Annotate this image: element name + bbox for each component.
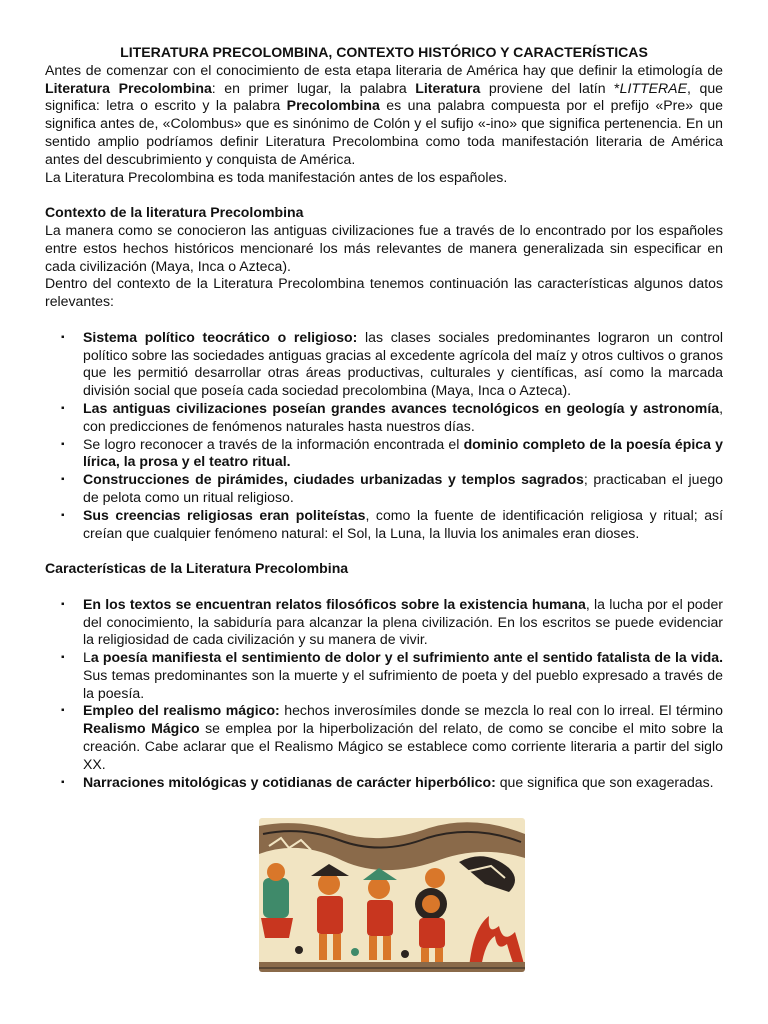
item-text: ; practicaban el juego de pelota como un ritual religioso. — [83, 471, 724, 505]
context-list — [45, 329, 723, 543]
intro-paragraph — [45, 62, 723, 169]
list-item — [45, 329, 723, 400]
item-text: se emplea por la hiperbolización del relato, de como se concibe el mito sobre la creación. Cabe aclarar que el Realismo Mágico se establece como corriente literaria a partir del siglo XX. — [83, 720, 723, 772]
item-bold: En los textos se encuentran relatos filosóficos sobre la existencia humana — [83, 595, 586, 612]
intro-summary: La Literatura Precolombina es toda manifestación antes de los españoles. — [45, 168, 508, 185]
intro-bold-term: Literatura — [415, 79, 481, 96]
item-bold: Sus creencias religiosas eran politeístas — [83, 506, 366, 523]
spacer — [45, 311, 723, 329]
list-item — [45, 436, 723, 472]
item-text: Se logro reconocer a través de la información encontrada el — [83, 435, 464, 452]
spacer — [45, 542, 723, 560]
bullet-icon: ▪ — [61, 402, 65, 414]
list-item — [45, 471, 723, 507]
intro-italic-term: LITTERAE — [619, 79, 687, 96]
spacer — [45, 578, 723, 596]
item-text: que significa que son exageradas. — [495, 773, 714, 790]
bullet-icon: ▪ — [61, 705, 65, 717]
mural-illustration — [259, 818, 525, 972]
bullet-icon: ▪ — [61, 598, 65, 610]
bullet-icon: ▪ — [61, 776, 65, 788]
intro-text: proviene del latín * — [480, 79, 620, 96]
intro-text: Antes de comenzar con el conocimiento de esta etapa literaria de América hay que definir la etimología de — [45, 61, 723, 78]
list-item — [45, 774, 723, 792]
context-paragraph: La manera como se conocieron las antiguas civilizaciones fue a través de lo encontrado por los españoles entre estos hechos históricos mencionaré los más relevantes de manera generalizada sin especificar en cada civilización (Maya, Inca o Azteca). — [45, 221, 723, 274]
bullet-icon: ▪ — [61, 652, 65, 664]
document-title: LITERATURA PRECOLOMBINA, CONTEXTO HISTÓRICO Y CARACTERÍSTICAS — [120, 44, 648, 60]
intro-bold-term: Literatura Precolombina — [45, 79, 212, 96]
item-bold: Sistema político teocrático o religioso: — [83, 328, 358, 345]
item-text: L — [83, 649, 91, 666]
item-bold: Realismo Mágico — [83, 720, 200, 737]
item-text: , con predicciones de fenómenos naturales hasta nuestros días. — [83, 399, 723, 434]
list-item — [45, 649, 723, 702]
bullet-icon: ▪ — [61, 331, 65, 343]
bullet-icon: ▪ — [61, 509, 65, 521]
context-heading: Contexto de la literatura Precolombina — [45, 204, 304, 221]
spacer — [45, 186, 723, 204]
item-bold: a poesía manifiesta el sentimiento de dolor y el sufrimiento ante el sentido fatalista de la vida. — [90, 649, 723, 666]
features-list — [45, 596, 723, 792]
intro-bold-term: Precolombina — [286, 97, 380, 114]
list-item — [45, 702, 723, 773]
item-text: Sus temas predominantes son la muerte y el sufrimiento de poeta y del pueblo expresado a través de la poesía. — [83, 666, 723, 701]
list-item — [45, 507, 723, 543]
item-bold: Las antiguas civilizaciones poseían grandes avances tecnológicos en geología y astronomía — [83, 399, 720, 416]
item-text: , como la fuente de identificación religiosa y ritual; así creían que cualquier fenómeno natural: el Sol, la Luna, la lluvia los animales eran dioses. — [83, 506, 724, 541]
item-text: las clases sociales predominantes lograron un control político sobre las sociedades antiguas gracias al excedente agrícola del maíz y otros cultivos o granos que les permitió desarrollar otras áreas productivas, culturales y científicas, así como la marcada división social que poseía cada sociedad precolombina (Maya, Inca o Azteca). — [83, 328, 723, 399]
bullet-icon: ▪ — [61, 474, 65, 486]
item-bold: Construcciones de pirámides, ciudades urbanizadas y templos sagrados — [83, 471, 584, 488]
item-bold: Empleo del realismo mágico: — [83, 702, 280, 719]
intro-text: , que significa: letra o escrito y la palabra — [45, 79, 723, 114]
precolumbian-mural-image — [259, 818, 525, 972]
item-text: hechos inverosímiles donde se mezcla lo real con lo irreal. El término — [279, 702, 723, 719]
list-item — [45, 596, 723, 649]
item-text: , la lucha por el poder del conocimiento, la sabiduría para alcanzar la plena civilización. En los escritos se puede evidenciar la religiosidad de cada civilización y su manera de vivir. — [83, 595, 723, 648]
intro-text: es una palabra compuesta por el prefijo «Pre» que significa antes de, «Colombus» que es sinónimo de Colón y el sufijo «-ino» que significa pertenencia. En un sentido amplio podríamos definir Literatura Precolombina como toda manifestación literaria de América antes del descubrimiento y conquista de América. — [45, 97, 723, 167]
features-heading: Características de la Literatura Precolombina — [45, 560, 349, 577]
item-bold: Narraciones mitológicas y cotidianas de carácter hiperbólico: — [83, 773, 496, 790]
item-bold: dominio completo de la poesía épica y lírica, la prosa y el teatro ritual. — [83, 435, 723, 470]
bullet-icon: ▪ — [61, 438, 65, 450]
list-item — [45, 400, 723, 436]
intro-text: : en primer lugar, la palabra — [211, 79, 416, 96]
context-paragraph: Dentro del contexto de la Literatura Precolombina tenemos continuación las características algunos datos relevantes: — [45, 275, 723, 310]
